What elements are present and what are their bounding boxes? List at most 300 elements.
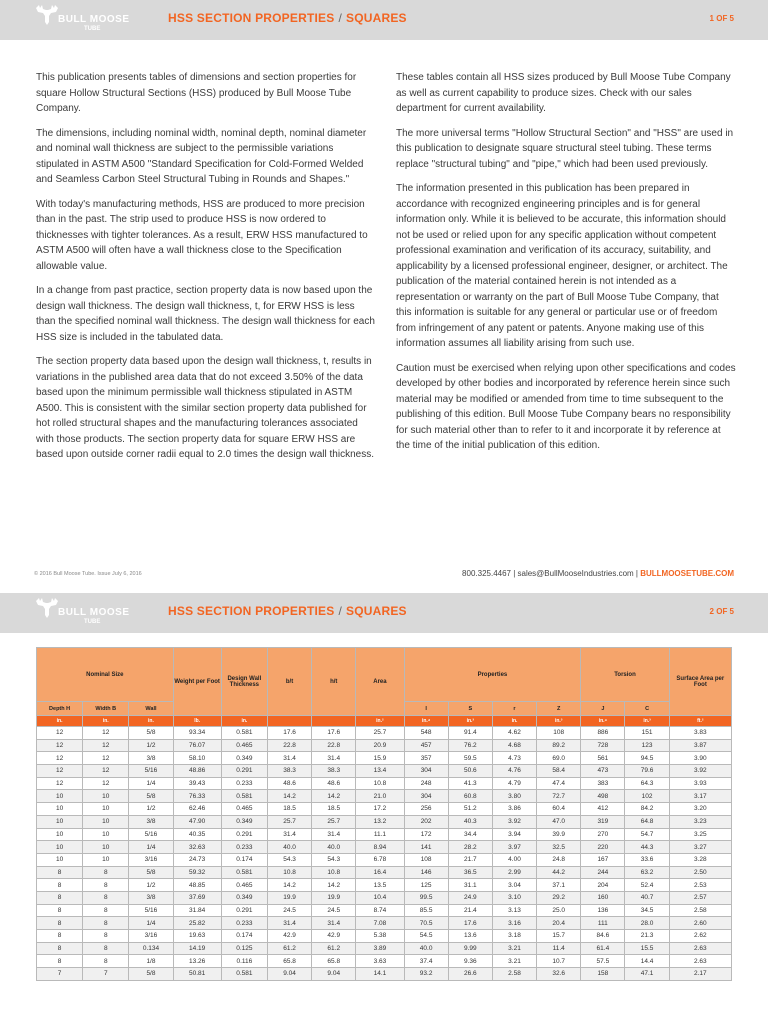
unit-cell: in.² (356, 716, 404, 727)
table-cell: 40.0 (312, 841, 356, 854)
title-separator: / (338, 11, 342, 25)
table-cell: 50.81 (173, 968, 221, 981)
table-cell: 65.8 (267, 955, 311, 968)
subheader-width: Width B (83, 702, 129, 716)
table-cell: 3.92 (492, 815, 536, 828)
table-row (37, 739, 732, 752)
table-cell: 9.04 (312, 968, 356, 981)
table-cell: 37.1 (537, 879, 581, 892)
table-row (37, 879, 732, 892)
table-cell: 8 (83, 955, 129, 968)
table-row (37, 866, 732, 879)
table-cell: 28.2 (448, 841, 492, 854)
table-cell: 40.35 (173, 828, 221, 841)
table-cell: 383 (581, 777, 625, 790)
table-cell: 76.33 (173, 790, 221, 803)
table-cell: 48.6 (312, 777, 356, 790)
table-cell: 63.2 (625, 866, 669, 879)
table-cell: 0.581 (221, 866, 267, 879)
table-cell: 11.4 (537, 942, 581, 955)
table-cell: 108 (404, 853, 448, 866)
header-surface-area: Surface Area per Foot (669, 648, 731, 716)
table-cell: 22.8 (312, 739, 356, 752)
table-cell: 21.4 (448, 904, 492, 917)
table-cell: 15.9 (356, 752, 404, 765)
table-cell: 0.581 (221, 968, 267, 981)
table-cell: 3/16 (129, 930, 173, 943)
brand-sub: TUBE (84, 26, 101, 32)
unit-cell: in. (129, 716, 173, 727)
subheader-s: S (448, 702, 492, 716)
table-cell: 60.8 (448, 790, 492, 803)
table-cell: 99.5 (404, 891, 448, 904)
table-cell: 304 (404, 790, 448, 803)
table-cell: 10.8 (267, 866, 311, 879)
table-cell: 7 (37, 968, 83, 981)
table-cell: 220 (581, 841, 625, 854)
table-cell: 3.94 (492, 828, 536, 841)
paragraph: The dimensions, including nominal width, nominal depth, nominal diameter and nominal wall thickness are subject to the permissible variations stipulated in ASTM A500 "Standard Specification for Cold-Formed Welded and Seamless Carbon Steel Structural Tubing in Rounds and Shapes." (36, 127, 367, 185)
table-cell: 25.7 (267, 815, 311, 828)
intro-left-column (36, 70, 376, 472)
table-cell: 47.0 (537, 815, 581, 828)
unit-cell (312, 716, 356, 727)
table-cell: 17.6 (267, 727, 311, 740)
table-cell: 10.8 (312, 866, 356, 879)
table-cell: 25.82 (173, 917, 221, 930)
table-cell: 39.43 (173, 777, 221, 790)
table-cell: 0.233 (221, 777, 267, 790)
table-cell: 59.32 (173, 866, 221, 879)
table-cell: 39.9 (537, 828, 581, 841)
table-row (37, 727, 732, 740)
table-cell: 10 (37, 828, 83, 841)
subheader-j: J (581, 702, 625, 716)
table-cell: 31.84 (173, 904, 221, 917)
table-cell: 15.5 (625, 942, 669, 955)
brand-name: BULL MOOSE (58, 14, 130, 25)
table-cell: 136 (581, 904, 625, 917)
table-cell: 3.16 (492, 917, 536, 930)
table-cell: 0.134 (129, 942, 173, 955)
table-cell: 172 (404, 828, 448, 841)
table-cell: 61.2 (312, 942, 356, 955)
table-cell: 5/16 (129, 904, 173, 917)
table-cell: 64.3 (625, 777, 669, 790)
table-cell: 26.6 (448, 968, 492, 981)
table-cell: 2.53 (669, 879, 731, 892)
table-cell: 10 (83, 803, 129, 816)
header-ht: h/t (312, 648, 356, 716)
table-cell: 38.3 (267, 765, 311, 778)
table-cell: 18.5 (312, 803, 356, 816)
table-cell: 9.36 (448, 955, 492, 968)
table-row (37, 853, 732, 866)
table-cell: 60.4 (537, 803, 581, 816)
table-cell: 48.6 (267, 777, 311, 790)
table-cell: 42.9 (312, 930, 356, 943)
table-cell: 54.3 (312, 853, 356, 866)
table-cell: 0.125 (221, 942, 267, 955)
table-cell: 21.3 (625, 930, 669, 943)
table-row (37, 930, 732, 943)
table-cell: 14.2 (267, 879, 311, 892)
unit-cell: in. (83, 716, 129, 727)
table-cell: 9.04 (267, 968, 311, 981)
table-cell: 1/2 (129, 879, 173, 892)
table-cell: 8 (83, 930, 129, 943)
table-cell: 76.2 (448, 739, 492, 752)
table-cell: 270 (581, 828, 625, 841)
table-cell: 141 (404, 841, 448, 854)
table-cell: 3.21 (492, 942, 536, 955)
subheader-depth: Depth H (37, 702, 83, 716)
table-cell: 31.4 (267, 828, 311, 841)
table-cell: 3.80 (492, 790, 536, 803)
table-cell: 20.4 (537, 917, 581, 930)
unit-cell: in. (492, 716, 536, 727)
table-cell: 58.10 (173, 752, 221, 765)
table-cell: 146 (404, 866, 448, 879)
table-cell: 14.2 (312, 790, 356, 803)
table-cell: 37.4 (404, 955, 448, 968)
table-cell: 7 (83, 968, 129, 981)
table-cell: 12 (37, 739, 83, 752)
table-cell: 94.5 (625, 752, 669, 765)
unit-cell: in.⁴ (581, 716, 625, 727)
table-cell: 1/4 (129, 777, 173, 790)
table-cell: 24.9 (448, 891, 492, 904)
table-cell: 70.5 (404, 917, 448, 930)
table-cell: 10 (83, 841, 129, 854)
table-cell: 14.2 (267, 790, 311, 803)
table-cell: 13.2 (356, 815, 404, 828)
table-cell: 2.57 (669, 891, 731, 904)
table-cell: 0.465 (221, 803, 267, 816)
table-cell: 42.9 (267, 930, 311, 943)
table-row (37, 790, 732, 803)
table-row (37, 752, 732, 765)
table-cell: 3/8 (129, 891, 173, 904)
table-cell: 3.28 (669, 853, 731, 866)
table-cell: 3.83 (669, 727, 731, 740)
table-cell: 0.465 (221, 739, 267, 752)
table-cell: 36.5 (448, 866, 492, 879)
table-cell: 93.2 (404, 968, 448, 981)
table-cell: 24.73 (173, 853, 221, 866)
table-cell: 886 (581, 727, 625, 740)
table-cell: 4.62 (492, 727, 536, 740)
table-cell: 24.8 (537, 853, 581, 866)
table-cell: 61.4 (581, 942, 625, 955)
table-cell: 0.174 (221, 853, 267, 866)
table-cell: 5/16 (129, 765, 173, 778)
table-cell: 498 (581, 790, 625, 803)
table-cell: 17.6 (312, 727, 356, 740)
unit-cell: in.³ (537, 716, 581, 727)
subheader-c: C (625, 702, 669, 716)
table-cell: 40.3 (448, 815, 492, 828)
moose-antlers-icon (34, 597, 60, 619)
table-cell: 34.4 (448, 828, 492, 841)
table-cell: 13.4 (356, 765, 404, 778)
table-cell: 16.4 (356, 866, 404, 879)
table-cell: 304 (404, 765, 448, 778)
table-row (37, 841, 732, 854)
table-cell: 40.0 (267, 841, 311, 854)
contact-info: 800.325.4467 | sales@BullMooseIndustries.com | (462, 569, 638, 578)
table-cell: 3.10 (492, 891, 536, 904)
table-cell: 0.116 (221, 955, 267, 968)
table-cell: 32.63 (173, 841, 221, 854)
table-cell: 6.78 (356, 853, 404, 866)
table-cell: 1/4 (129, 917, 173, 930)
table-cell: 41.3 (448, 777, 492, 790)
table-cell: 548 (404, 727, 448, 740)
table-cell: 3.17 (669, 790, 731, 803)
table-cell: 8.74 (356, 904, 404, 917)
table-cell: 8 (37, 879, 83, 892)
section-properties-table-wrap (36, 647, 732, 981)
table-row (37, 765, 732, 778)
table-cell: 2.60 (669, 917, 731, 930)
table-cell: 3/8 (129, 752, 173, 765)
table-cell: 12 (83, 777, 129, 790)
table-cell: 47.90 (173, 815, 221, 828)
table-cell: 8 (37, 904, 83, 917)
page2-header (0, 593, 768, 633)
table-cell: 125 (404, 879, 448, 892)
table-cell: 0.349 (221, 752, 267, 765)
website-link[interactable]: BULLMOOSETUBE.COM (640, 569, 734, 578)
table-row (37, 955, 732, 968)
table-cell: 57.5 (581, 955, 625, 968)
table-cell: 248 (404, 777, 448, 790)
table-cell: 3.87 (669, 739, 731, 752)
table-cell: 412 (581, 803, 625, 816)
title-separator: / (338, 604, 342, 618)
table-row (37, 815, 732, 828)
table-cell: 5/8 (129, 866, 173, 879)
table-row (37, 891, 732, 904)
table-cell: 24.5 (267, 904, 311, 917)
table-cell: 18.5 (267, 803, 311, 816)
table-cell: 8 (83, 891, 129, 904)
table-cell: 54.5 (404, 930, 448, 943)
paragraph: The more universal terms "Hollow Structural Section" and "HSS" are used in this publication to designate square structural steel tubing. These terms replace "structural tubing" and "pipe," which had been used previously. (396, 127, 734, 170)
table-cell: 4.79 (492, 777, 536, 790)
table-cell: 19.9 (312, 891, 356, 904)
table-cell: 202 (404, 815, 448, 828)
table-cell: 19.9 (267, 891, 311, 904)
table-cell: 457 (404, 739, 448, 752)
table-cell: 12 (83, 727, 129, 740)
table-cell: 10 (83, 828, 129, 841)
table-row (37, 904, 732, 917)
table-cell: 102 (625, 790, 669, 803)
page-number: 2 OF 5 (709, 607, 734, 616)
table-cell: 3/8 (129, 815, 173, 828)
table-cell: 32.6 (537, 968, 581, 981)
table-cell: 10.8 (356, 777, 404, 790)
paragraph: The information presented in this publication has been prepared in accordance with recognized engineering principles and is for general information only. While it is believed to be accurate, this information should not be used or relied upon for any specific application without competent professional examination and verification of its accuracy, suitability, and applicability by a licensed professional engineer, designer, or architect. The publication of the material contained herein is not intended as a representation or warranty on the part of Bull Moose Tube Company, that this information is suitable for any general or particular use or of freedom from infringement of any patent or patents. Anyone making use of this information assumes all liability arising from such use. (396, 183, 728, 349)
subheader-i: I (404, 702, 448, 716)
table-cell: 62.46 (173, 803, 221, 816)
table-cell: 47.1 (625, 968, 669, 981)
table-cell: 50.6 (448, 765, 492, 778)
unit-cell: in. (37, 716, 83, 727)
table-cell: 3.89 (356, 942, 404, 955)
brand-name: BULL MOOSE (58, 607, 130, 618)
table-cell: 10 (83, 853, 129, 866)
table-cell: 8 (83, 866, 129, 879)
table-cell: 47.4 (537, 777, 581, 790)
table-cell: 8 (37, 930, 83, 943)
table-cell: 123 (625, 739, 669, 752)
table-cell: 31.1 (448, 879, 492, 892)
table-cell: 3.27 (669, 841, 731, 854)
page-title (168, 11, 407, 25)
table-cell: 2.50 (669, 866, 731, 879)
table-cell: 0.291 (221, 765, 267, 778)
table-cell: 61.2 (267, 942, 311, 955)
table-row (37, 777, 732, 790)
table-cell: 10 (83, 815, 129, 828)
table-cell: 69.0 (537, 752, 581, 765)
table-cell: 72.7 (537, 790, 581, 803)
table-cell: 22.8 (267, 739, 311, 752)
table-cell: 76.07 (173, 739, 221, 752)
table-cell: 14.19 (173, 942, 221, 955)
unit-cell: in.³ (448, 716, 492, 727)
table-cell: 12 (37, 777, 83, 790)
table-cell: 14.2 (312, 879, 356, 892)
table-cell: 65.8 (312, 955, 356, 968)
table-cell: 14.1 (356, 968, 404, 981)
table-cell: 204 (581, 879, 625, 892)
table-cell: 8 (37, 942, 83, 955)
table-cell: 93.34 (173, 727, 221, 740)
table-cell: 12 (83, 752, 129, 765)
table-cell: 2.63 (669, 942, 731, 955)
table-cell: 25.7 (312, 815, 356, 828)
table-cell: 3.97 (492, 841, 536, 854)
table-cell: 12 (37, 752, 83, 765)
table-cell: 0.291 (221, 904, 267, 917)
table-cell: 14.4 (625, 955, 669, 968)
header-weight: Weight per Foot (173, 648, 221, 716)
table-cell: 3.21 (492, 955, 536, 968)
units-row (37, 716, 732, 727)
paragraph: The section property data based upon the design wall thickness, t, results in variations in the published area data that do not exceed 3.50% of the data based upon the minimum permissible wall thickness stipulated in ASTM A500. This is consistent with the similar section property data published for hot rolled structural shapes and the manufacturing tolerances associated with those products. The section property data for square ERW HSS are based upon outside corner radii equal to 2.0 times the design wall thickness. (36, 356, 374, 460)
table-cell: 8 (83, 904, 129, 917)
table-cell: 167 (581, 853, 625, 866)
table-cell: 24.5 (312, 904, 356, 917)
table-cell: 2.62 (669, 930, 731, 943)
page-title (168, 604, 407, 618)
table-cell: 10 (37, 790, 83, 803)
table-cell: 4.76 (492, 765, 536, 778)
header-properties: Properties (404, 648, 581, 702)
table-cell: 244 (581, 866, 625, 879)
table-cell: 3.90 (669, 752, 731, 765)
paragraph: With today's manufacturing methods, HSS are produced to more precision than in the past. The strip used to produce HSS is now ordered to thicknesses with tighter tolerances. As a result, ERW HSS manufactured to ASTM A500 will often have a wall thickness close to the Specification allowable value. (36, 198, 368, 272)
table-cell: 10.7 (537, 955, 581, 968)
table-cell: 51.2 (448, 803, 492, 816)
unit-cell: in.³ (625, 716, 669, 727)
table-cell: 31.4 (312, 752, 356, 765)
table-cell: 2.58 (669, 904, 731, 917)
table-cell: 33.6 (625, 853, 669, 866)
table-cell: 8 (37, 891, 83, 904)
table-cell: 4.00 (492, 853, 536, 866)
table-cell: 0.233 (221, 841, 267, 854)
table-cell: 54.7 (625, 828, 669, 841)
table-cell: 58.4 (537, 765, 581, 778)
title-main: HSS SECTION PROPERTIES (168, 11, 335, 25)
table-cell: 8 (83, 942, 129, 955)
table-cell: 1/4 (129, 841, 173, 854)
table-row (37, 917, 732, 930)
table-cell: 3.13 (492, 904, 536, 917)
table-cell: 20.9 (356, 739, 404, 752)
table-cell: 25.0 (537, 904, 581, 917)
table-cell: 10 (83, 790, 129, 803)
table-cell: 0.291 (221, 828, 267, 841)
table-row (37, 803, 732, 816)
table-cell: 54.3 (267, 853, 311, 866)
table-cell: 3.93 (669, 777, 731, 790)
unit-cell: ft.² (669, 716, 731, 727)
table-cell: 79.6 (625, 765, 669, 778)
unit-cell: in.⁴ (404, 716, 448, 727)
title-sub: SQUARES (345, 11, 407, 25)
header-nominal-size: Nominal Size (37, 648, 174, 702)
header-area: Area (356, 648, 404, 716)
table-cell: 31.4 (267, 752, 311, 765)
table-cell: 160 (581, 891, 625, 904)
table-cell: 2.17 (669, 968, 731, 981)
table-cell: 1/2 (129, 739, 173, 752)
table-cell: 44.2 (537, 866, 581, 879)
table-cell: 10.4 (356, 891, 404, 904)
paragraph: These tables contain all HSS sizes produced by Bull Moose Tube Company as well as current capability to produce sizes. Check with our sales department for current availability. (396, 72, 731, 114)
title-main: HSS SECTION PROPERTIES (168, 604, 335, 618)
table-cell: 10 (37, 853, 83, 866)
table-cell: 13.6 (448, 930, 492, 943)
table-cell: 91.4 (448, 727, 492, 740)
table-cell: 8 (37, 955, 83, 968)
intro-right-column (396, 70, 736, 463)
table-cell: 3.86 (492, 803, 536, 816)
table-cell: 473 (581, 765, 625, 778)
table-cell: 84.6 (581, 930, 625, 943)
table-cell: 151 (625, 727, 669, 740)
table-cell: 2.58 (492, 968, 536, 981)
table-cell: 29.2 (537, 891, 581, 904)
table-cell: 17.2 (356, 803, 404, 816)
table-cell: 25.7 (356, 727, 404, 740)
bull-moose-logo (34, 597, 144, 629)
table-cell: 319 (581, 815, 625, 828)
table-cell: 3.18 (492, 930, 536, 943)
subheader-wall: Wall (129, 702, 173, 716)
table-cell: 19.63 (173, 930, 221, 943)
table-cell: 7.08 (356, 917, 404, 930)
table-cell: 21.7 (448, 853, 492, 866)
table-cell: 52.4 (625, 879, 669, 892)
table-cell: 12 (83, 765, 129, 778)
